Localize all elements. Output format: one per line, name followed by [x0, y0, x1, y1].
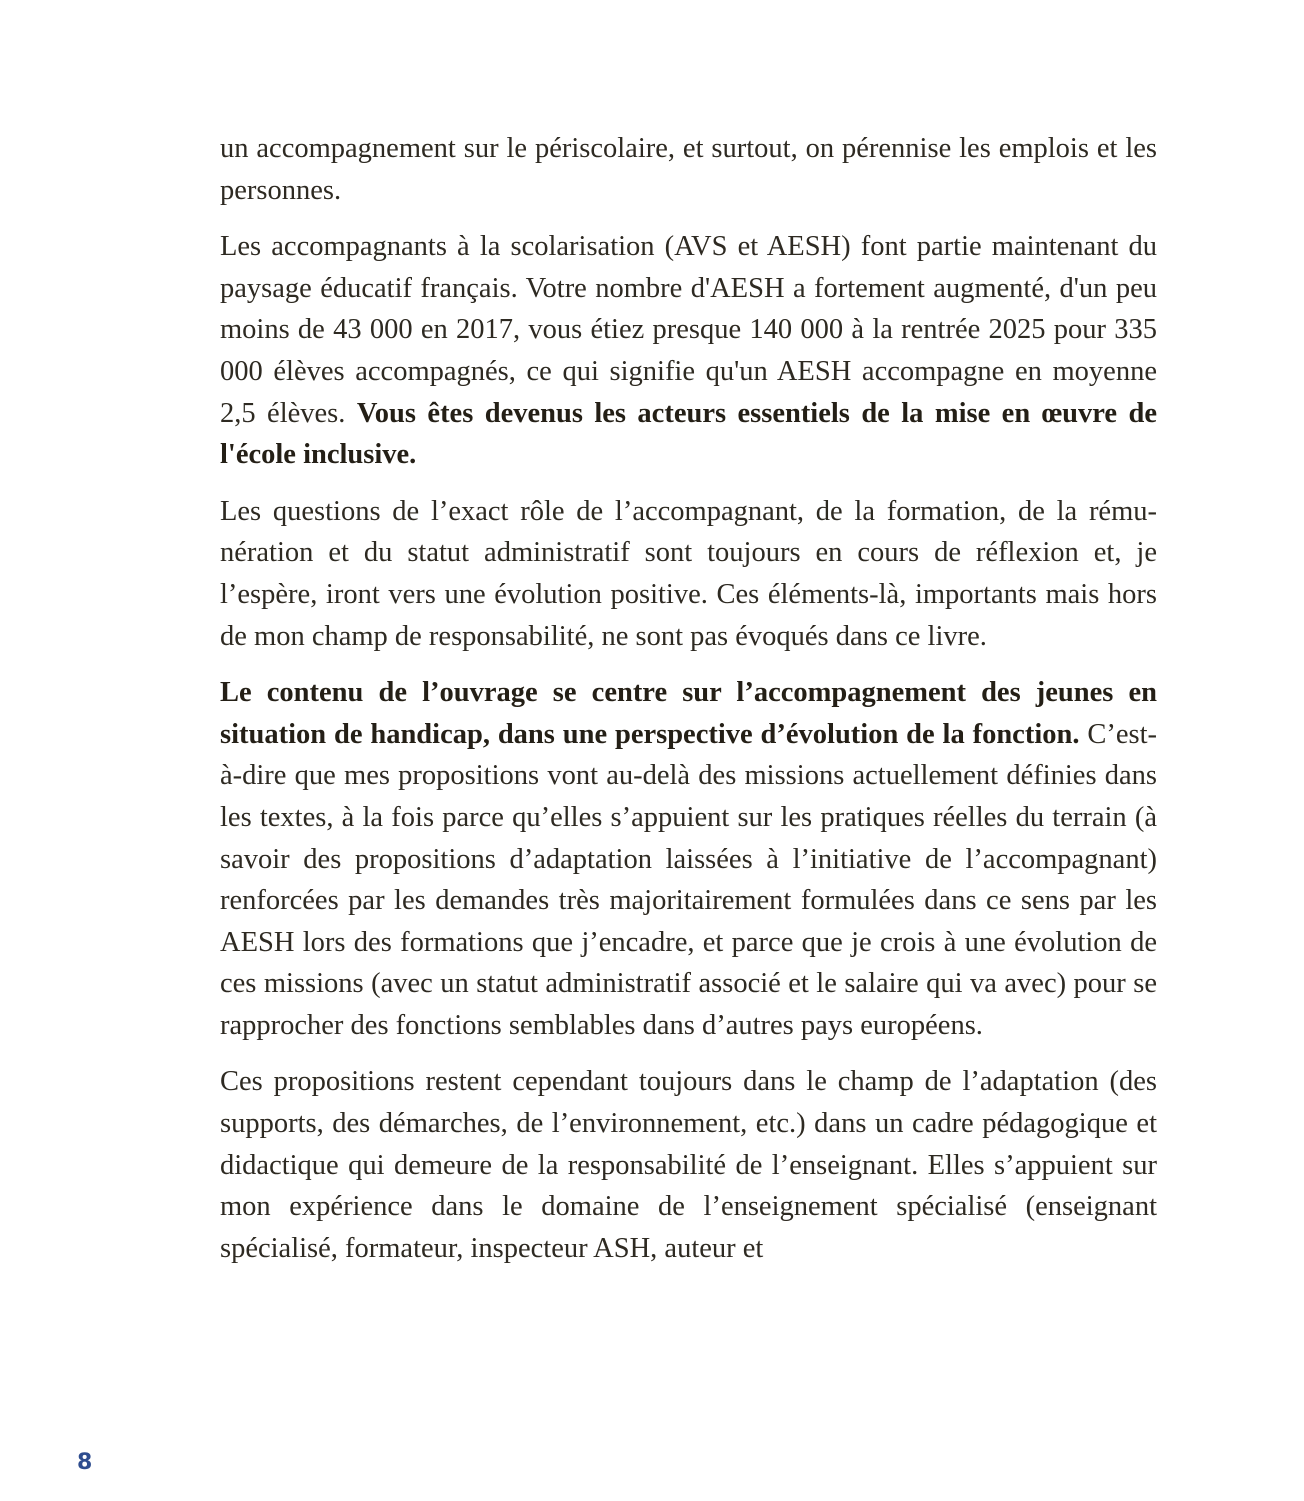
paragraph-1-text: un accompagnement sur le périscolaire, et surtout, on pérennise les emplois et les personnes. — [220, 133, 1157, 206]
paragraph-2-text: Les accompagnants à la scolarisation (AVS et AESH) font partie maintenant du paysage éducatif français. Votre nombre d'AESH a fortement augmenté, d'un peu moins de 43 000 en 2017, vous étiez presque 140 000 à la rentrée 2025 pour 335 000 élèves accompagnés, ce qui signifie qu'un AESH accompagne en moyenne 2,5 élèves. — [220, 231, 1157, 429]
paragraph-1 — [220, 128, 1157, 211]
paragraph-3 — [220, 491, 1157, 657]
paragraph-5-text: Ces propositions restent cependant toujours dans le champ de l’adaptation (des supports, des démarches, de l’environnement, etc.) dans un cadre pédagogique et didactique qui demeure de la responsabilité de l’enseignant. Elles s’appuient sur mon expérience dans le domaine de l’enseignement spécialisé (enseignant spécialisé, formateur, inspecteur ASH, auteur et — [220, 1066, 1157, 1264]
page-number: 8 — [77, 1450, 93, 1475]
body-text — [220, 128, 1157, 1284]
paragraph-5 — [220, 1061, 1157, 1269]
paragraph-4-emphasis: Le contenu de l’ouvrage se centre sur l’accompagnement des jeunes en situation de handicap, dans une perspective d’évolution de la fonction. — [220, 677, 1157, 750]
paragraph-4-text: C’est-à-dire que mes propositions vont au-delà des missions actuellement définies dans les textes, à la fois parce qu’elles s’appuient sur les pratiques réelles du terrain (à savoir des propositions d’adaptation laissées à l’initiative de l’accompagnant) renforcées par les demandes très majoritairement formulées dans ce sens par les AESH lors des formations que j’encadre, et parce que je crois à une évolution de ces missions (avec un statut administratif associé et le salaire qui va avec) pour se rapprocher des fonctions semblables dans d’autres pays européens. — [220, 718, 1157, 1041]
paragraph-2-emphasis: Vous êtes devenus les acteurs essentiels de la mise en œuvre de l'école inclusive. — [220, 397, 1157, 471]
paragraph-4 — [220, 672, 1157, 1046]
paragraph-3-text: Les questions de l’exact rôle de l’accompagnant, de la formation, de la rémunération et du statut administratif sont toujours en cours de réflexion et, je l’espère, iront vers une évolution positive. Ces éléments-là, importants mais hors de mon champ de responsabilité, ne sont pas évoqués dans ce livre. — [220, 495, 1157, 652]
paragraph-2 — [220, 226, 1157, 476]
